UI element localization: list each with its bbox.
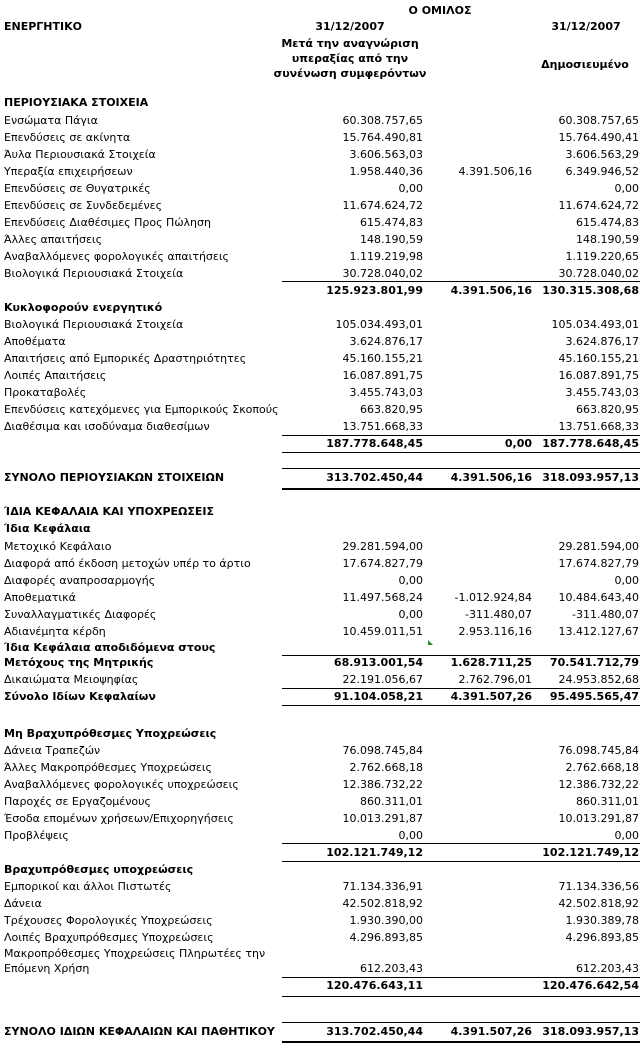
value-published: 102.121.749,12	[542, 846, 639, 859]
total-rule	[282, 488, 640, 490]
value-column-1: 663.820,95	[360, 403, 423, 416]
row-label: Αναβαλλόμενες φορολογικές απαιτήσεις	[4, 250, 230, 263]
value-published: 6.349.946,52	[565, 165, 639, 178]
value-column-1: 17.674.827,79	[342, 557, 423, 570]
total-rule	[282, 468, 640, 469]
value-column-1: 68.913.001,54	[333, 656, 423, 669]
row-label: Διαθέσιμα και ισοδύναμα διαθεσίμων	[4, 420, 210, 433]
value-adjustment: 4.391.506,16	[450, 471, 532, 484]
row-label: Δάνεια	[4, 897, 42, 910]
value-published: 24.953.852,68	[558, 673, 639, 686]
row-label: Λοιπές Βραχυπρόθεσμες Υποχρεώσεις	[4, 931, 214, 944]
row-label: Απαιτήσεις από Εμπορικές Δραστηριότητες	[4, 352, 247, 365]
value-column-1: 60.308.757,65	[342, 114, 423, 127]
group-title: Ο ΟΜΙΛΟΣ	[408, 4, 472, 17]
value-column-1: 0,00	[398, 574, 423, 587]
row-label: ΠΕΡΙΟΥΣΙΑΚΑ ΣΤΟΙΧΕΙΑ	[4, 96, 149, 109]
value-adjustment: -311.480,07	[465, 608, 532, 621]
row-label: Εμπορικοί και άλλοι Πιστωτές	[4, 880, 172, 893]
value-published: 318.093.957,13	[542, 471, 639, 484]
value-published: 13.751.668,33	[558, 420, 639, 433]
total-rule	[282, 655, 640, 656]
row-label: Άυλα Περιουσιακά Στοιχεία	[4, 148, 156, 161]
total-rule	[282, 996, 640, 997]
date-column-3: 31/12/2007	[551, 20, 621, 33]
row-label: Επενδύσεις σε ακίνητα	[4, 131, 131, 144]
row-label: Προκαταβολές	[4, 386, 87, 399]
section-title: ΕΝΕΡΓΗΤΙΚΟ	[4, 20, 82, 33]
row-label: Μετόχους της Μητρικής	[4, 656, 154, 669]
value-published: 71.134.336,56	[558, 880, 639, 893]
value-published: 615.474,83	[576, 216, 639, 229]
value-published: 60.308.757,65	[558, 114, 639, 127]
value-column-1: 120.476.643,11	[326, 979, 423, 992]
value-column-1: 76.098.745,84	[342, 744, 423, 757]
value-published: 13.412.127,67	[558, 625, 639, 638]
value-column-1: 0,00	[398, 182, 423, 195]
value-column-1: 2.762.668,18	[349, 761, 423, 774]
row-label: Συναλλαγματικές Διαφορές	[4, 608, 157, 621]
value-published: 3.455.743,03	[565, 386, 639, 399]
value-column-1: 105.034.493,01	[335, 318, 423, 331]
value-column-1: 860.311,01	[360, 795, 423, 808]
row-label: Ίδια Κεφάλαια αποδιδόμενα στους	[4, 641, 216, 654]
value-adjustment: 0,00	[504, 437, 532, 450]
row-label: Τρέχουσες Φορολογικές Υποχρεώσεις	[4, 914, 213, 927]
value-published: 16.087.891,75	[558, 369, 639, 382]
row-label: Επενδύσεις σε Συνδεδεμένες	[4, 199, 163, 212]
value-published: 0,00	[614, 574, 639, 587]
value-column-1: 125.923.801,99	[326, 284, 423, 297]
value-published: 663.820,95	[576, 403, 639, 416]
value-adjustment: 4.391.507,26	[450, 690, 532, 703]
value-column-1: 3.606.563,03	[349, 148, 423, 161]
value-published: 12.386.732,22	[558, 778, 639, 791]
row-label: Δικαιώματα Μειοψηφίας	[4, 673, 139, 686]
value-column-1: 11.497.568,24	[342, 591, 423, 604]
row-label: Κυκλοφορούν ενεργητικό	[4, 301, 163, 314]
value-adjustment: 4.391.507,26	[450, 1025, 532, 1038]
row-label: Διαφορές αναπροσαρμογής	[4, 574, 156, 587]
value-adjustment: 4.391.506,16	[450, 284, 532, 297]
row-label: Υπεραξία επιχειρήσεων	[4, 165, 133, 178]
row-label: Επόμενη Χρήση	[4, 962, 90, 975]
date-column-1: 31/12/2007	[315, 20, 385, 33]
row-label: Αποθέματα	[4, 335, 66, 348]
total-rule	[282, 688, 640, 689]
value-published: 45.160.155,21	[558, 352, 639, 365]
value-column-1: 1.958.440,36	[349, 165, 423, 178]
row-label: Επενδύσεις Διαθέσιμες Προς Πώληση	[4, 216, 211, 229]
value-published: 148.190,59	[576, 233, 639, 246]
total-rule	[282, 452, 640, 453]
value-column-1: 71.134.336,91	[342, 880, 423, 893]
value-column-1: 148.190,59	[360, 233, 423, 246]
value-column-1: 313.702.450,44	[326, 1025, 423, 1038]
value-published: 1.119.220,65	[565, 250, 639, 263]
value-published: 29.281.594,00	[558, 540, 639, 553]
value-published: 612.203,43	[576, 962, 639, 975]
value-published: 4.296.893,85	[565, 931, 639, 944]
value-column-1: 16.087.891,75	[342, 369, 423, 382]
value-published: 130.315.308,68	[542, 284, 639, 297]
value-published: 3.624.876,17	[565, 335, 639, 348]
row-label: Διαφορά από έκδοση μετοχών υπέρ το άρτιο	[4, 557, 251, 570]
row-label: Επενδύσεις σε Θυγατρικές	[4, 182, 151, 195]
value-column-1: 13.751.668,33	[342, 420, 423, 433]
row-label: Έσοδα επομένων χρήσεων/Επιχορηγήσεις	[4, 812, 234, 825]
row-label: Προβλέψεις	[4, 829, 69, 842]
row-label: Μη Βραχυπρόθεσμες Υποχρεώσεις	[4, 727, 217, 740]
value-column-1: 1.930.390,00	[349, 914, 423, 927]
value-column-1: 0,00	[398, 608, 423, 621]
row-label: ΊΔΙΑ ΚΕΦΑΛΑΙΑ ΚΑΙ ΥΠΟΧΡΕΩΣΕΙΣ	[4, 505, 215, 518]
value-published: 11.674.624,72	[558, 199, 639, 212]
value-published: 10.484.643,40	[558, 591, 639, 604]
row-label: Ίδια Κεφάλαια	[4, 522, 91, 535]
value-published: 0,00	[614, 829, 639, 842]
value-column-1: 102.121.749,12	[326, 846, 423, 859]
row-label: Αποθεματικά	[4, 591, 76, 604]
value-published: 95.495.565,47	[549, 690, 639, 703]
value-column-1: 11.674.624,72	[342, 199, 423, 212]
total-rule	[282, 843, 640, 844]
value-column-1: 30.728.040,02	[342, 267, 423, 280]
row-label: Σύνολο Ιδίων Κεφαλαίων	[4, 690, 156, 703]
row-label: Ενσώματα Πάγια	[4, 114, 98, 127]
cell-comment-marker	[428, 640, 433, 645]
row-label: Άλλες απαιτήσεις	[4, 233, 103, 246]
value-column-1: 612.203,43	[360, 962, 423, 975]
value-published: 42.502.818,92	[558, 897, 639, 910]
value-published: 30.728.040,02	[558, 267, 639, 280]
total-rule	[282, 435, 640, 436]
value-published: 120.476.642,54	[542, 979, 639, 992]
value-published: 15.764.490,41	[558, 131, 639, 144]
value-published: 318.093.957,13	[542, 1025, 639, 1038]
total-rule	[282, 281, 640, 282]
value-column-1: 3.455.743,03	[349, 386, 423, 399]
value-column-1: 12.386.732,22	[342, 778, 423, 791]
value-adjustment: 4.391.506,16	[458, 165, 532, 178]
total-rule	[282, 705, 640, 706]
value-adjustment: -1.012.924,84	[454, 591, 532, 604]
row-label: Μετοχικό Κεφάλαιο	[4, 540, 112, 553]
total-rule	[282, 977, 640, 978]
value-column-1: 1.119.219,98	[349, 250, 423, 263]
row-label: Επενδύσεις κατεχόμενες για Εμπορικούς Σκοπούς	[4, 403, 279, 416]
total-rule	[282, 861, 640, 862]
value-published: 1.930.389,78	[565, 914, 639, 927]
row-label: Αδιανέμητα κέρδη	[4, 625, 106, 638]
row-label: Άλλες Μακροπρόθεσμες Υποχρεώσεις	[4, 761, 213, 774]
row-label: ΣΥΝΟΛΟ ΙΔΙΩΝ ΚΕΦΑΛΑΙΩΝ ΚΑΙ ΠΑΘΗΤΙΚΟΥ	[4, 1025, 275, 1038]
value-column-1: 4.296.893,85	[349, 931, 423, 944]
row-label: Βιολογικά Περιουσιακά Στοιχεία	[4, 318, 184, 331]
value-published: 3.606.563,29	[565, 148, 639, 161]
value-published: 860.311,01	[576, 795, 639, 808]
row-label: Βιολογικά Περιουσιακά Στοιχεία	[4, 267, 184, 280]
row-label: Λοιπές Απαιτήσεις	[4, 369, 107, 382]
value-published: 10.013.291,87	[558, 812, 639, 825]
value-column-1: 0,00	[398, 829, 423, 842]
value-published: 187.778.648,45	[542, 437, 639, 450]
value-column-1: 42.502.818,92	[342, 897, 423, 910]
value-published: 17.674.827,79	[558, 557, 639, 570]
value-published: 76.098.745,84	[558, 744, 639, 757]
value-column-1: 187.778.648,45	[326, 437, 423, 450]
row-label: ΣΥΝΟΛΟ ΠΕΡΙΟΥΣΙΑΚΩΝ ΣΤΟΙΧΕΙΩΝ	[4, 471, 225, 484]
value-published: 0,00	[614, 182, 639, 195]
value-column-1: 10.013.291,87	[342, 812, 423, 825]
value-published: 2.762.668,18	[565, 761, 639, 774]
total-rule	[282, 1022, 640, 1023]
value-column-1: 29.281.594,00	[342, 540, 423, 553]
row-label: Παροχές σε Εργαζομένους	[4, 795, 151, 808]
column-3-subtitle: Δημοσιευμένο	[541, 58, 629, 71]
row-label: Μακροπρόθεσμες Υποχρεώσεις Πληρωτέες την	[4, 947, 266, 960]
column-1-subtitle: Μετά την αναγνώριση υπεραξίας από την συνένωση συμφερόντων	[273, 37, 427, 80]
value-column-1: 22.191.056,67	[342, 673, 423, 686]
value-published: 105.034.493,01	[551, 318, 639, 331]
value-column-1: 10.459.011,51	[342, 625, 423, 638]
value-adjustment: 1.628.711,25	[450, 656, 532, 669]
row-label: Αναβαλλόμενες φορολογικές υποχρεώσεις	[4, 778, 239, 791]
value-column-1: 313.702.450,44	[326, 471, 423, 484]
row-label: Δάνεια Τραπεζών	[4, 744, 101, 757]
value-adjustment: 2.762.796,01	[458, 673, 532, 686]
value-column-1: 91.104.058,21	[333, 690, 423, 703]
row-label: Βραχυπρόθεσμες υποχρεώσεις	[4, 863, 194, 876]
value-column-1: 615.474,83	[360, 216, 423, 229]
value-published: 70.541.712,79	[549, 656, 639, 669]
value-column-1: 45.160.155,21	[342, 352, 423, 365]
value-column-1: 3.624.876,17	[349, 335, 423, 348]
value-published: -311.480,07	[572, 608, 639, 621]
value-column-1: 15.764.490,81	[342, 131, 423, 144]
value-adjustment: 2.953.116,16	[458, 625, 532, 638]
